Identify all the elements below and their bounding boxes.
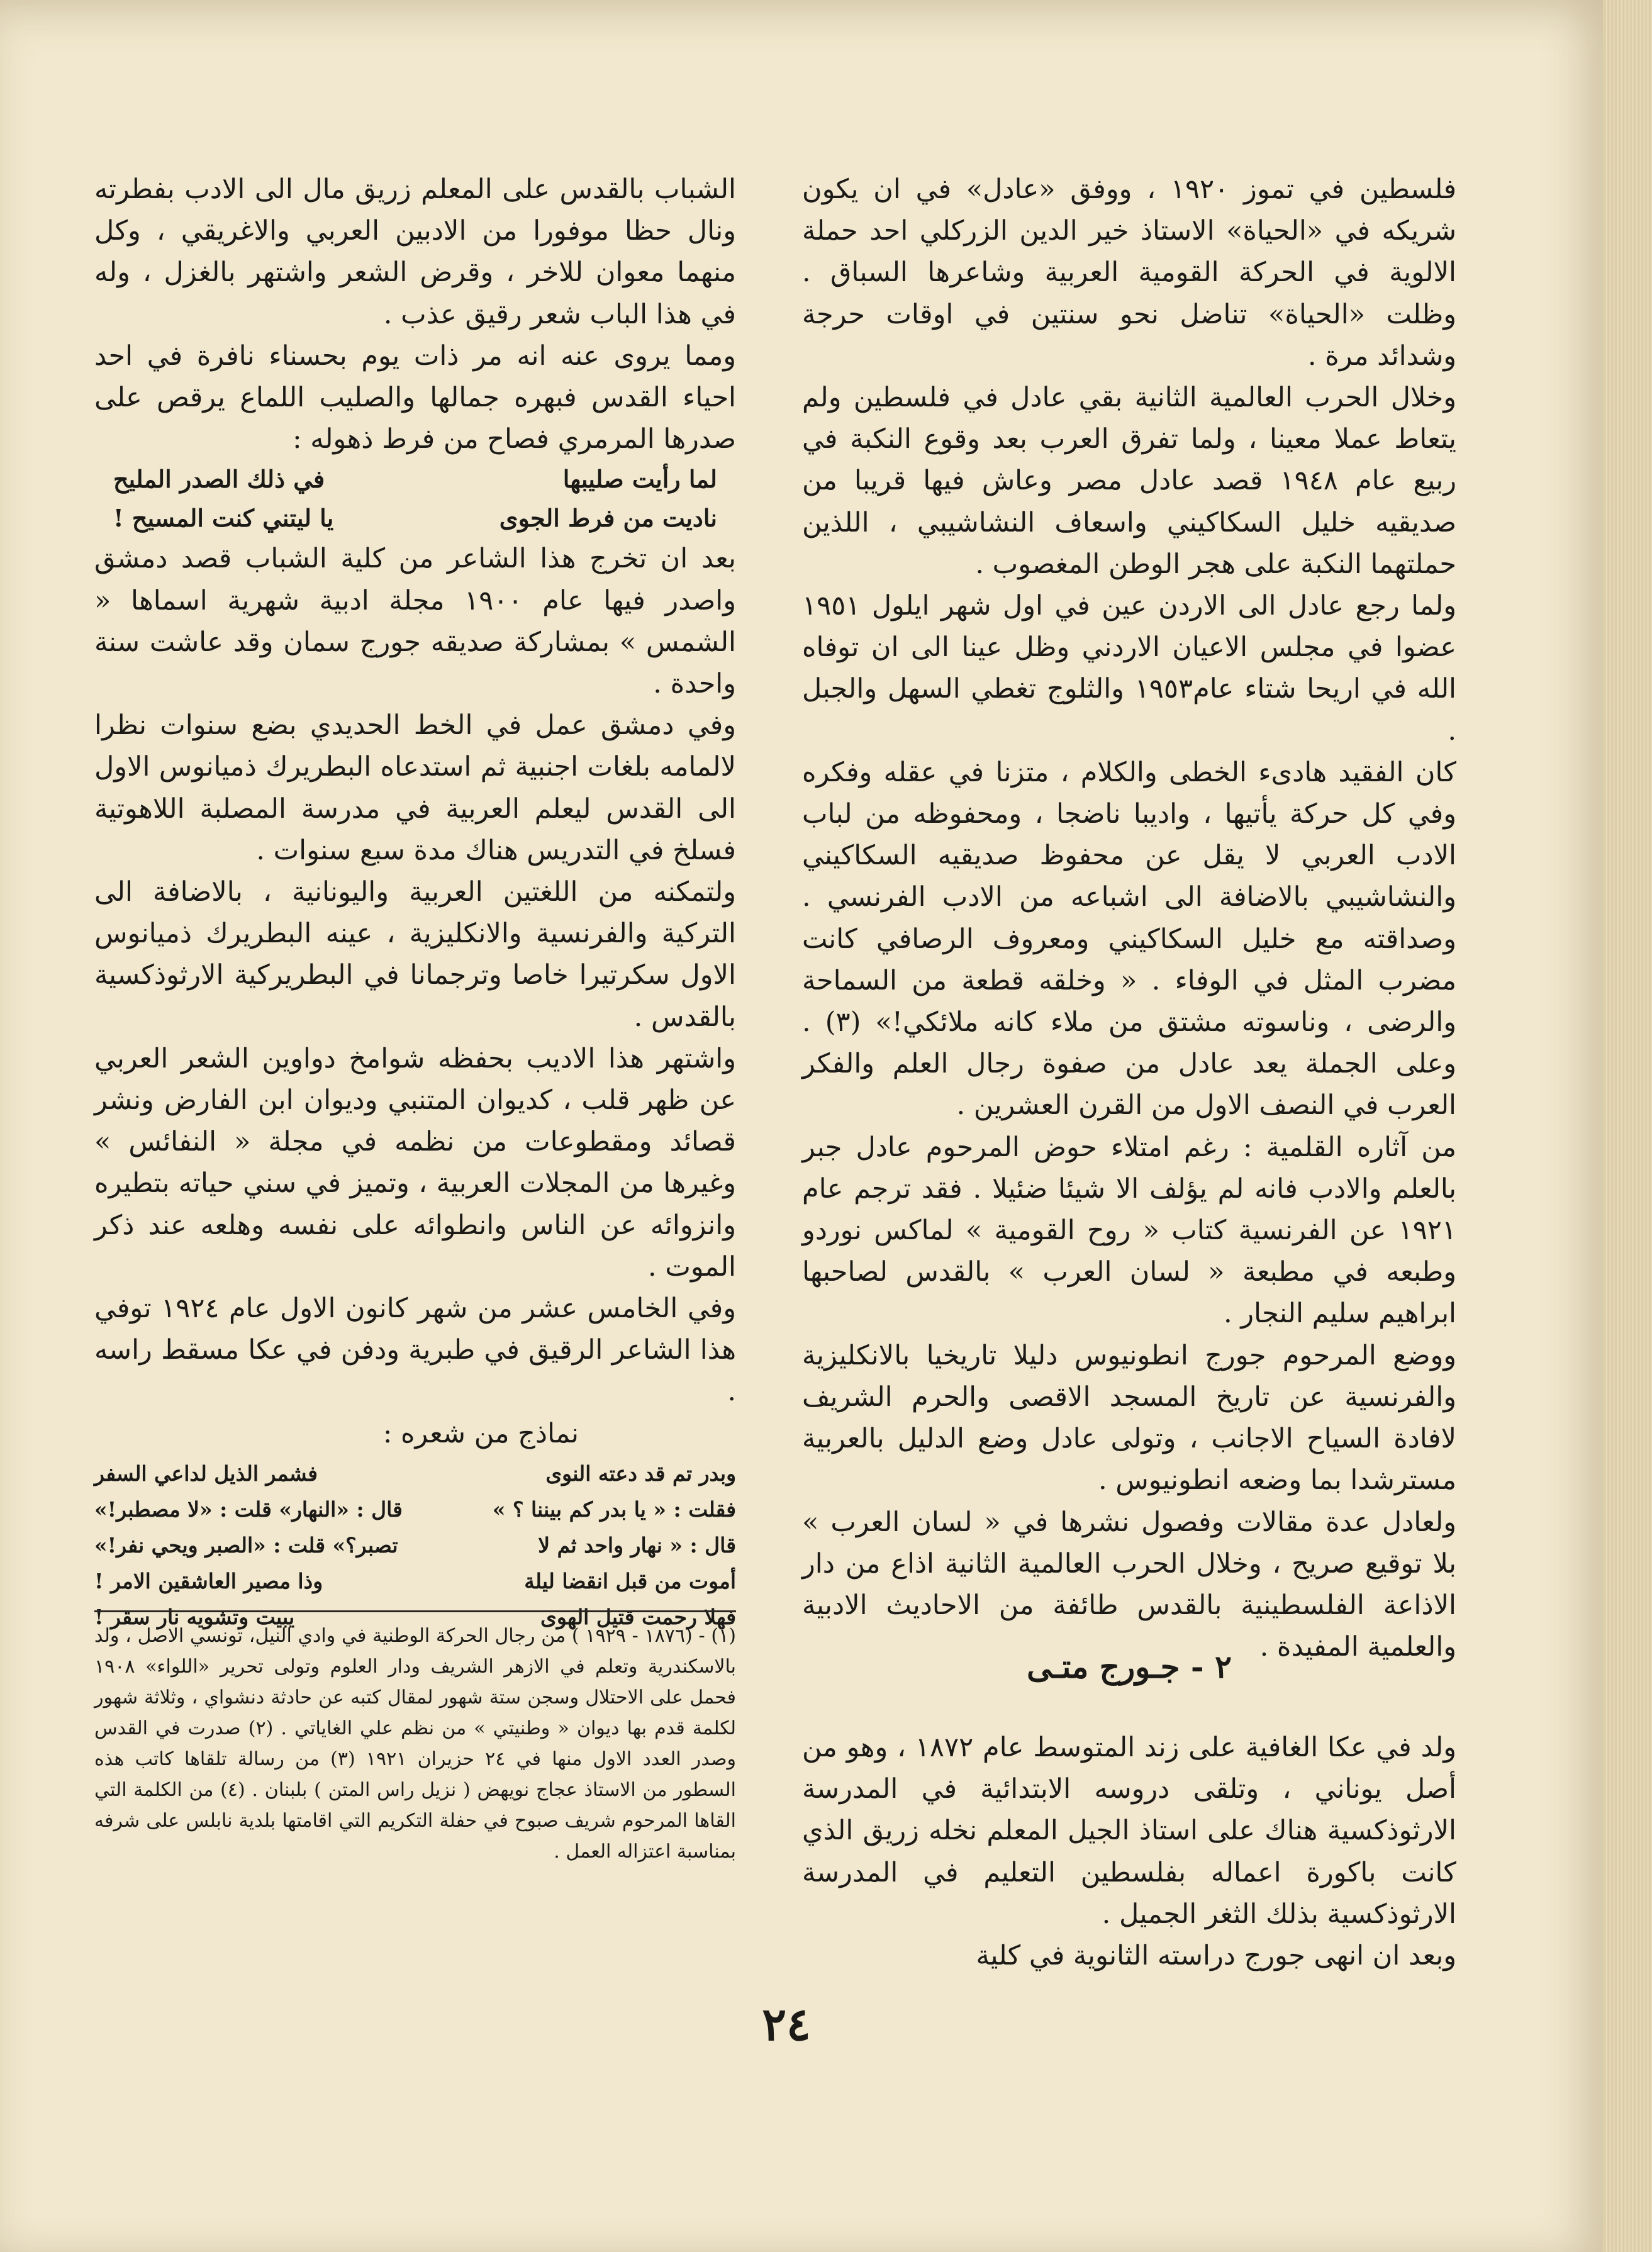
paragraph: واشتهر هذا الاديب بحفظه شوامخ دواوين الشعر العربي عن ظهر قلب ، كديوان المتنبي وديوان ابن الفارض ونشر قصائد ومقطوعات من نظمه في مجلة « النفائس » وغيرها من المجلات العربية ، وتميز في سني حياته بتطيره وانزوائه عن الناس وانطوائه على نفسه وهلعه عند ذكر الموت .	[94, 1042, 736, 1283]
paragraph: وخلال الحرب العالمية الثانية بقي عادل في فلسطين ولم يتعاط عملا معينا ، ولما تفرق العرب بعد وقوع النكبة في ربيع عام ١٩٤٨ قصد عادل مصر وعاش فيها قريبا من صديقيه خليل السكاكيني واسعاف النشاشيبي ، اللذين حملتهما النكبة على هجر الوطن المغصوب .	[802, 382, 1456, 580]
paragraph: ولعادل عدة مقالات وفصول نشرها في « لسان العرب » بلا توقيع صريح ، وخلال الحرب العالمية الثانية اذاع من دار الاذاعة الفلسطينية بالقدس طائفة من الاحاديث الادبية والعلمية المفيدة .	[802, 1506, 1456, 1663]
poem-hemistich: قال : « نهار واحد ثم لا	[538, 1532, 736, 1558]
paragraph: وفي دمشق عمل في الخط الحديدي بضع سنوات نظرا لالمامه بلغات اجنبية ثم استدعاه البطريرك ذميانوس الاول الى القدس ليعلم العربية في مدرسة المصلبة اللاهوتية فسلخ في التدريس هناك مدة سبع سنوات .	[94, 710, 736, 866]
poem-hemistich: أموت من قبل انقضا ليلة	[524, 1568, 736, 1593]
poem-hemistich: قال : «النهار» قلت : «لا مصطبر!»	[94, 1497, 403, 1522]
paragraph: ولما رجع عادل الى الاردن عين في اول شهر ايلول ١٩٥١ عضوا في مجلس الاعيان الاردني وظل عينا الى ان توفاه الله في اريحا شتاء عام١٩٥٣ والثلوج تغطي السهل والجبل .	[802, 590, 1457, 747]
left-column	[94, 169, 736, 1635]
poem-line	[94, 1456, 736, 1491]
paragraph: فلسطين في تموز ١٩٢٠ ، ووفق «عادل» في ان يكون شريكه في «الحياة» الاستاذ خير الدين الزركلي احد حملة الالوية في الحركة القومية العربية وشاعرها السباق . وظلت «الحياة» تناضل نحو سنتين في اوقات حرجة وشدائد مرة .	[802, 174, 1457, 372]
poem-samples-heading: نماذج من شعره :	[382, 1417, 579, 1449]
poem	[94, 1456, 736, 1635]
poem-line	[94, 1527, 736, 1563]
paragraph: من آثاره القلمية : رغم امتلاء حوض المرحوم عادل جبر بالعلم والادب فانه لم يؤلف الا شيئا ضئيلا . فقد ترجم عام ١٩٢١ عن الفرنسية كتاب « روح القومية » لماكس نوردو وطبعه في مطبعة « لسان العرب » بالقدس لصاحبها ابراهيم سليم النجار .	[802, 1131, 1456, 1330]
verse-hemistich: يا ليتني كنت المسيح !	[113, 504, 334, 533]
verse-hemistich: ناديت من فرط الجوى	[499, 504, 717, 533]
paragraph: وبعد ان انهى جورج دراسته الثانوية في كلية	[976, 1940, 1456, 1972]
section-title: ٢ - جـورج متـى	[1027, 1648, 1232, 1685]
verse-line	[94, 499, 736, 538]
poem-hemistich: فهلا رحمت قتيل الهوى	[540, 1604, 736, 1629]
poem-hemistich: فشمر الذيل لداعي السفر	[94, 1461, 318, 1486]
paragraph: كان الفقيد هادىء الخطى والكلام ، متزنا في عقله وفكره وفي كل حركة يأتيها ، واديبا ناضجا ، ومحفوظه من لباب الادب العربي لا يقل عن محفوظ صديقيه السكاكيني والنشاشيبي بالاضافة الى اشباعه من الادب الفرنسي . وصداقته مع خليل السكاكيني ومعروف الرصافي كانت مضرب المثل في الوفاء . « وخلقه قطعة من السماحة والرضى ، وناسوته مشتق من ملاء كانه ملائكي!» (٣) . وعلى الجملة يعد عادل من صفوة رجال العلم والفكر العرب في النصف الاول من القرن العشرين .	[802, 756, 1456, 1122]
poem-hemistich: تصبر؟» قلت : «الصبر ويحي نفر!»	[94, 1532, 398, 1558]
page-number: ٢٤	[762, 1997, 811, 2051]
right-column	[802, 169, 1456, 1668]
paragraph: وفي الخامس عشر من شهر كانون الاول عام ١٩٢٤ توفي هذا الشاعر الرقيق في طبرية ودفن في عكا مسقط راسه .	[94, 1293, 737, 1408]
verse-line	[94, 460, 736, 499]
verse-hemistich: لما رأيت صليبها	[562, 465, 717, 494]
verse-hemistich: في ذلك الصدر المليح	[113, 465, 325, 494]
paragraph: ولتمكنه من اللغتين العربية واليونانية ، بالاضافة الى التركية والفرنسية والانكليزية ، عينه البطريرك ذميانوس الاول سكرتيرا خاصا وترجمانا في البطريركية الارثوذكسية بالقدس .	[94, 876, 736, 1033]
paragraph: الشباب بالقدس على المعلم زريق مال الى الادب بفطرته ونال حظا موفورا من الادبين العربي والاغريقي ، وكل منهما معوان للاخر ، وقرض الشعر واشتهر بالغزل ، وله في هذا الباب شعر رقيق عذب .	[94, 174, 736, 330]
poem-line	[94, 1491, 736, 1527]
paragraph: بعد ان تخرج هذا الشاعر من كلية الشباب قصد دمشق واصدر فيها عام ١٩٠٠ مجلة ادبية شهرية اسماها « الشمس » بمشاركة صديقه جورج سمان وقد عاشت سنة واحدة .	[94, 543, 736, 700]
poem-hemistich: وذا مصير العاشقين الامر !	[94, 1568, 323, 1593]
footnote-divider	[94, 1610, 736, 1612]
poem-line	[94, 1563, 736, 1599]
page-stack-edge	[1603, 0, 1652, 2252]
poem-hemistich: فقلت : « يا بدر كم بيننا ؟ »	[492, 1497, 736, 1522]
poem-hemistich: وبدر تم قد دعته النوى	[545, 1461, 736, 1486]
paragraph: ووضع المرحوم جورج انطونيوس دليلا تاريخيا بالانكليزية والفرنسية عن تاريخ المسجد الاقصى والحرم الشريف لافادة السياح الاجانب ، وتولى عادل وضع الدليل بالعربية مسترشدا بما وضعه انطونيوس .	[802, 1339, 1456, 1497]
footnotes: (١) - (١٨٧٦ - ١٩٢٩ ) من رجال الحركة الوطنية في وادي النيل، تونسي الاصل ، ولد بالاسكندرية وتعلم في الازهر الشريف ودار العلوم وتولى تحرير «اللواء» ١٩٠٨ فحمل على الاحتلال وسجن ستة شهور لمقال كتبه عن حادثة دنشواي ، وثلاثة شهور لكلمة قدم بها ديوان « وطنيتي » من نظم علي الغاياتي . (٢) صدرت في القدس وصدر العدد الاول منها في ٢٤ حزيران ١٩٢١ (٣) من رسالة تلقاها كاتب هذه السطور من الاستاذ عجاج نويهض ( نزيل راس المتن ) بلبنان . (٤) من الكلمة التي القاها المرحوم شريف صبوح في حفلة التكريم التي اقامتها بلدية نابلس على شرفه بمناسبة اعتزاله العمل .	[94, 1625, 737, 1863]
paragraph: ولد في عكا الغافية على زند المتوسط عام ١٨٧٢ ، وهو من أصل يوناني ، وتلقى دروسه الابتدائية في المدرسة الارثوذكسية هناك على استاذ الجيل المعلم نخله زريق الذي كانت باكورة اعماله بفلسطين التعليم في المدرسة الارثوذكسية بذلك الثغر الجميل .	[802, 1732, 1456, 1930]
poem-hemistich: يبيت وتشويه نار سقر !	[94, 1604, 295, 1629]
paragraph: ومما يروى عنه انه مر ذات يوم بحسناء نافرة في احد احياء القدس فبهره جمالها والصليب اللماع يرقص على صدرها المرمري فصاح من فرط ذهوله :	[94, 340, 736, 455]
right-column-bottom	[802, 1727, 1456, 1976]
